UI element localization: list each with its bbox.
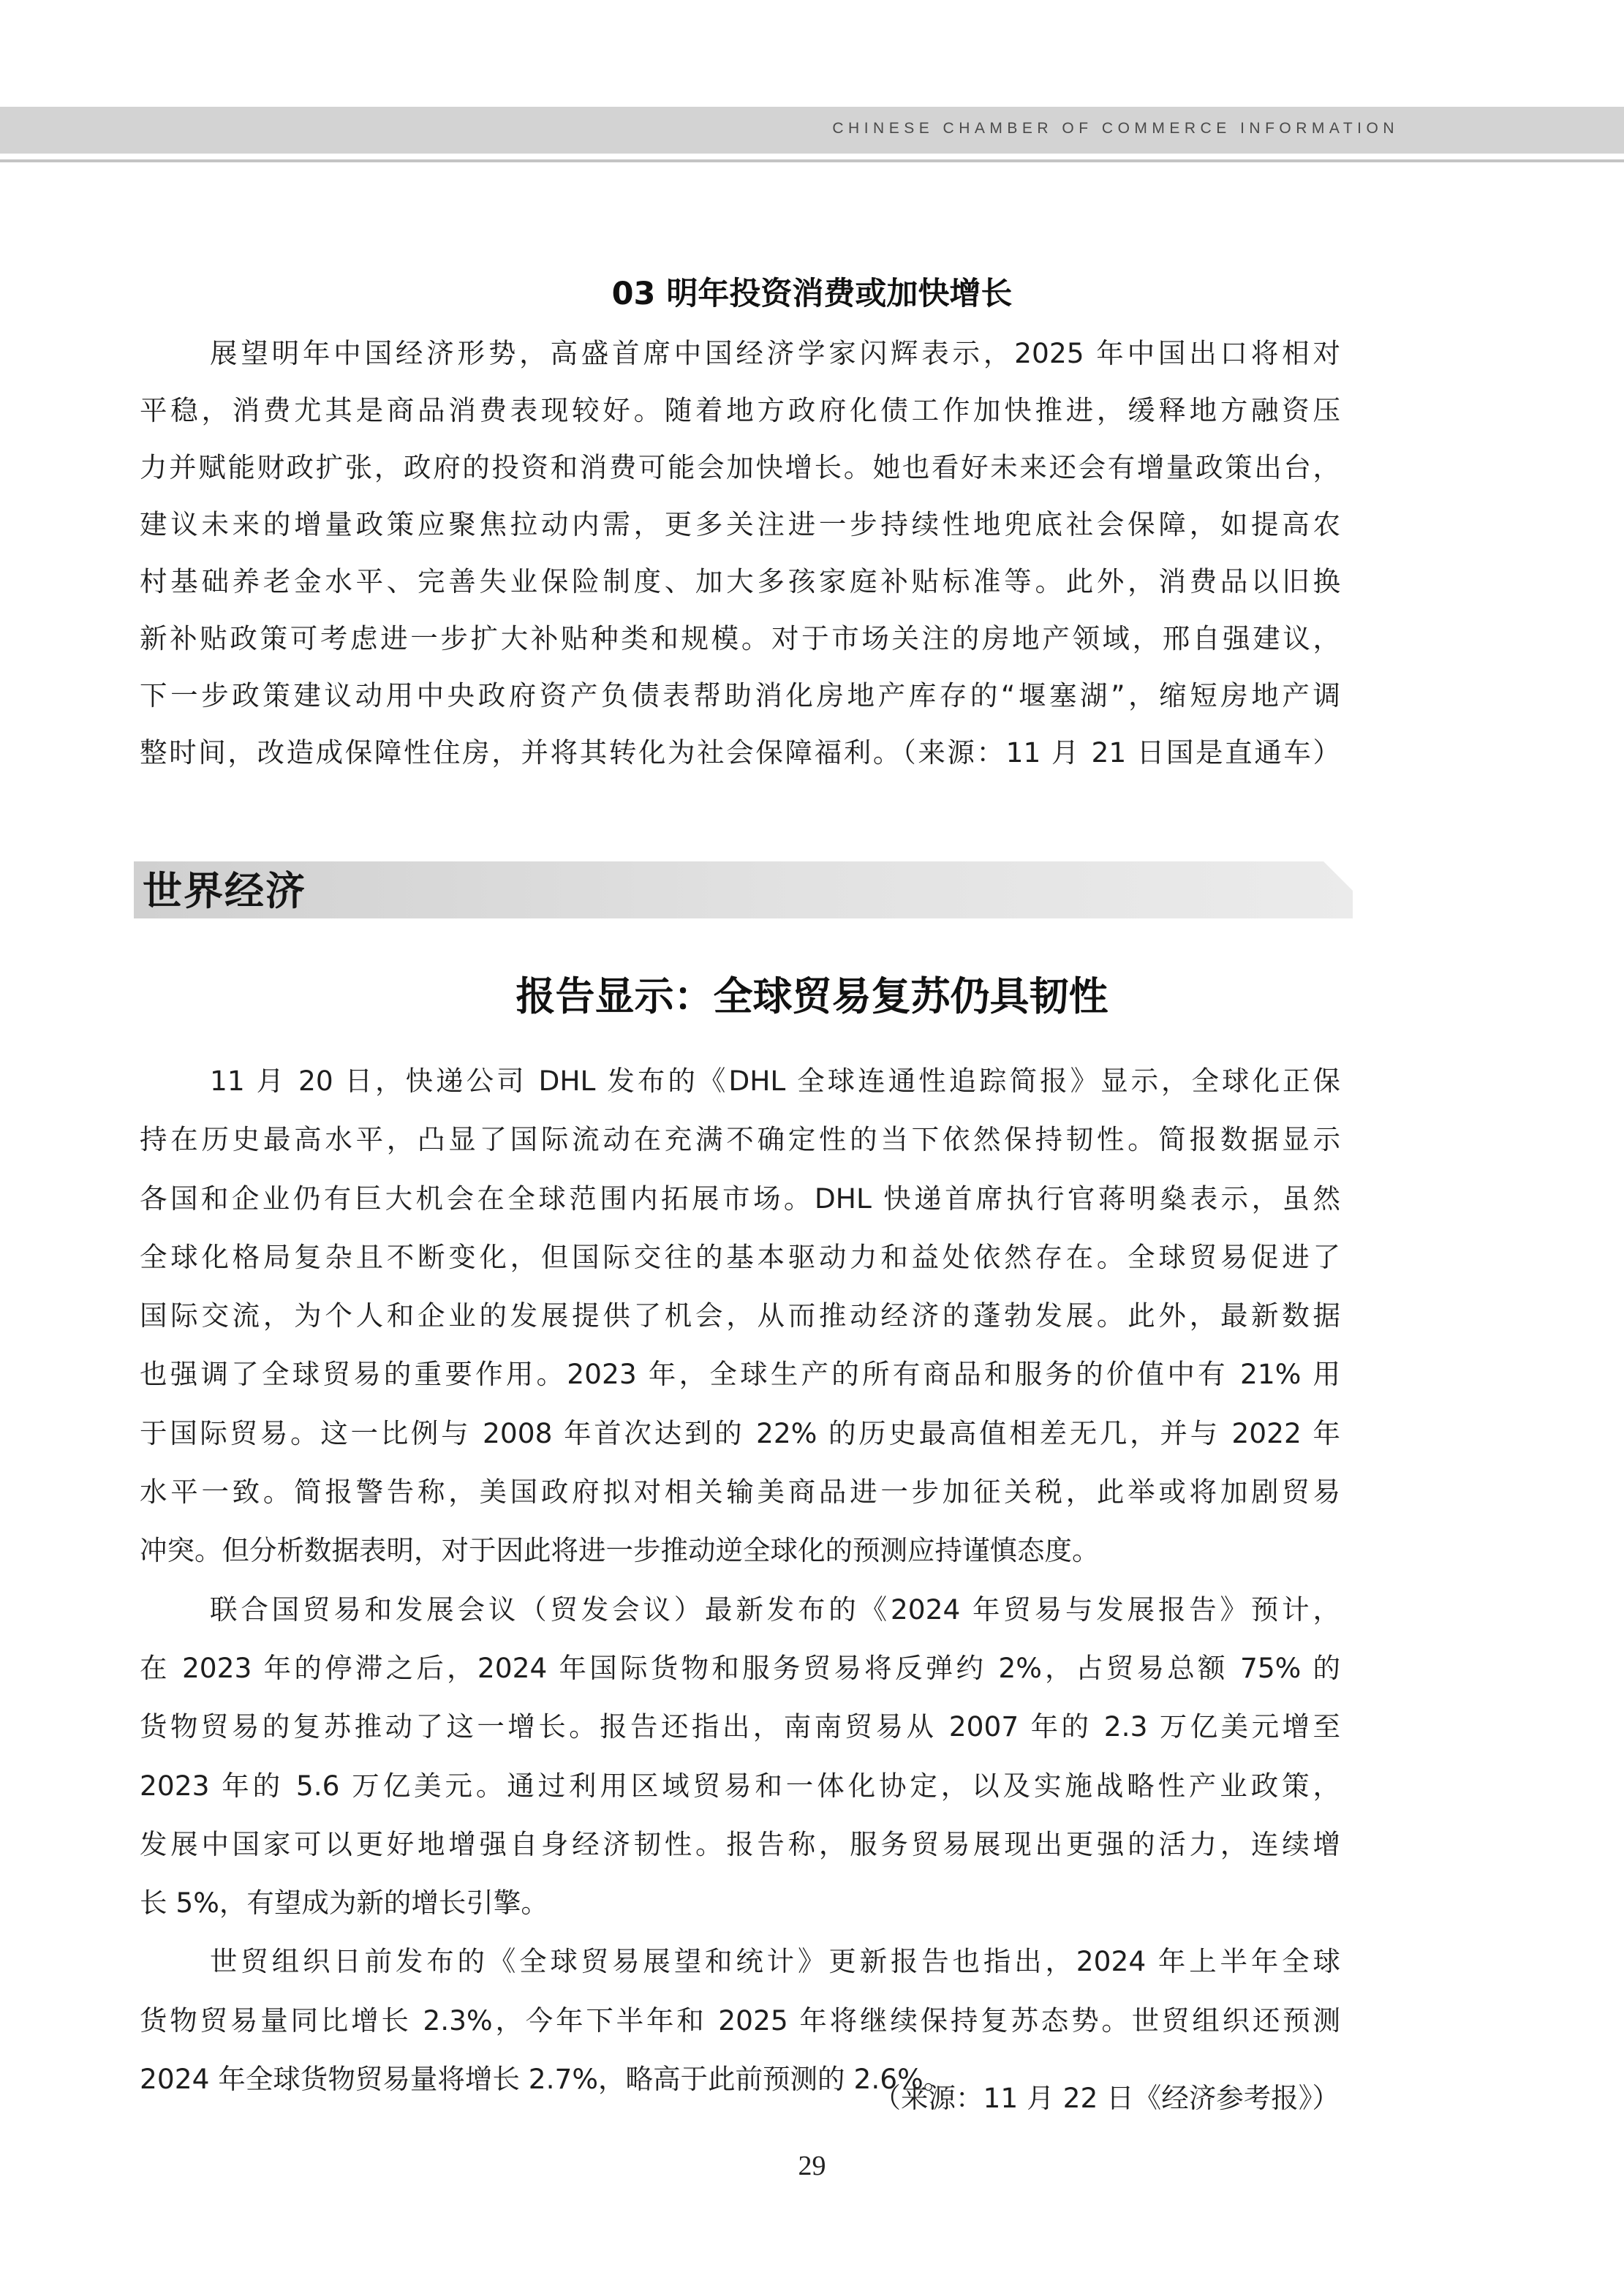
page-number: 29: [798, 2151, 826, 2181]
text-line: 2024 年全球货物贸易量将增长 2.7%，略高于此前预测的 2.6%。: [140, 2063, 951, 2096]
text-line: 各国和企业仍有巨大机会在全球范围内拓展市场。DHL 快递首席执行官蒋明燊表示，虽然: [140, 1182, 1340, 1215]
text-line: 平稳，消费尤其是商品消费表现较好。随着地方政府化债工作加快推进，缓释地方融资压: [140, 394, 1340, 426]
text-line: 也强调了全球贸易的重要作用。2023 年，全球生产的所有商品和服务的价值中有 21% 用: [140, 1358, 1340, 1391]
text-line: 力并赋能财政扩张，政府的投资和消费可能会加快增长。她也看好未来还会有增量政策出台，: [140, 451, 1340, 483]
text-line: 货物贸易的复苏推动了这一增长。报告还指出，南南贸易从 2007 年的 2.3 万亿美元增至: [140, 1710, 1340, 1743]
paragraph: [140, 1580, 1340, 1933]
text-line: 下一步政策建议动用中央政府资产负债表帮助消化房地产库存的“堰塞湖”，缩短房地产调: [140, 679, 1340, 712]
header-rule: [0, 159, 1624, 162]
text-line: 展望明年中国经济形势，高盛首席中国经济学家闪辉表示，2025 年中国出口将相对: [210, 337, 1340, 369]
text-line: 村基础养老金水平、完善失业保险制度、加大多孩家庭补贴标准等。此外，消费品以旧换: [140, 565, 1340, 597]
text-line: 整时间，改造成保障性住房，并将其转化为社会保障福利。（来源：11 月 21 日国是直通车）: [140, 736, 1340, 769]
text-line: 新补贴政策可考虑进一步扩大补贴种类和规模。对于市场关注的房地产领域，邢自强建议，: [140, 622, 1340, 654]
text-line: 冲突。但分析数据表明，对于因此将进一步推动逆全球化的预测应持谨慎态度。: [140, 1534, 1100, 1567]
article-body: [140, 1052, 1340, 2108]
text-line: 货物贸易量同比增长 2.3%，今年下半年和 2025 年将继续保持复苏态势。世贸组织还预测: [140, 2004, 1340, 2037]
text-line: 联合国贸易和发展会议（贸发会议）最新发布的《2024 年贸易与发展报告》预计，: [210, 1593, 1340, 1626]
investment-text-block: [140, 325, 1340, 781]
text-line: 发展中国家可以更好地增强自身经济韧性。报告称，服务贸易展现出更强的活力，连续增: [140, 1827, 1340, 1860]
text-line: 11 月 20 日，快递公司 DHL 发布的《DHL 全球连通性追踪简报》显示，全球化正保: [210, 1065, 1340, 1097]
subsection-heading: 03 明年投资消费或加快增长: [611, 276, 1013, 312]
text-line: 国际交流，为个人和企业的发展提供了机会，从而推动经济的蓬勃发展。此外，最新数据: [140, 1299, 1340, 1332]
text-line: 世贸组织日前发布的《全球贸易展望和统计》更新报告也指出，2024 年上半年全球: [210, 1945, 1340, 1978]
article-title: 报告显示：全球贸易复苏仍具韧性: [515, 973, 1109, 1019]
text-line: 全球化格局复杂且不断变化，但国际交往的基本驱动力和益处依然存在。全球贸易促进了: [140, 1240, 1340, 1273]
text-line: 2023 年的 5.6 万亿美元。通过利用区域贸易和一体化协定，以及实施战略性产业政策，: [140, 1769, 1340, 1802]
text-line: 水平一致。简报警告称，美国政府拟对相关输美商品进一步加征关税，此举或将加剧贸易: [140, 1476, 1340, 1509]
text-line: 持在历史最高水平，凸显了国际流动在充满不确定性的当下依然保持韧性。简报数据显示: [140, 1123, 1340, 1156]
text-line: 建议未来的增量政策应聚焦拉动内需，更多关注进一步持续性地兜底社会保障，如提高农: [140, 508, 1340, 540]
text-line: 在 2023 年的停滞之后，2024 年国际货物和服务贸易将反弹约 2%，占贸易总额 75% 的: [140, 1651, 1340, 1684]
section-banner: [134, 861, 1353, 918]
section-title: 世界经济: [143, 867, 306, 914]
paragraph: [140, 325, 1340, 781]
publication-name: CHINESE CHAMBER OF COMMERCE INFORMATION: [832, 120, 1399, 137]
text-line: 长 5%，有望成为新的增长引擎。: [140, 1887, 548, 1920]
source-citation: （来源：11 月 22 日《经济参考报》）: [873, 2082, 1340, 2114]
paragraph: [140, 1052, 1340, 1580]
text-line: 于国际贸易。这一比例与 2008 年首次达到的 22% 的历史最高值相差无几，并与 2022 年: [140, 1416, 1340, 1449]
